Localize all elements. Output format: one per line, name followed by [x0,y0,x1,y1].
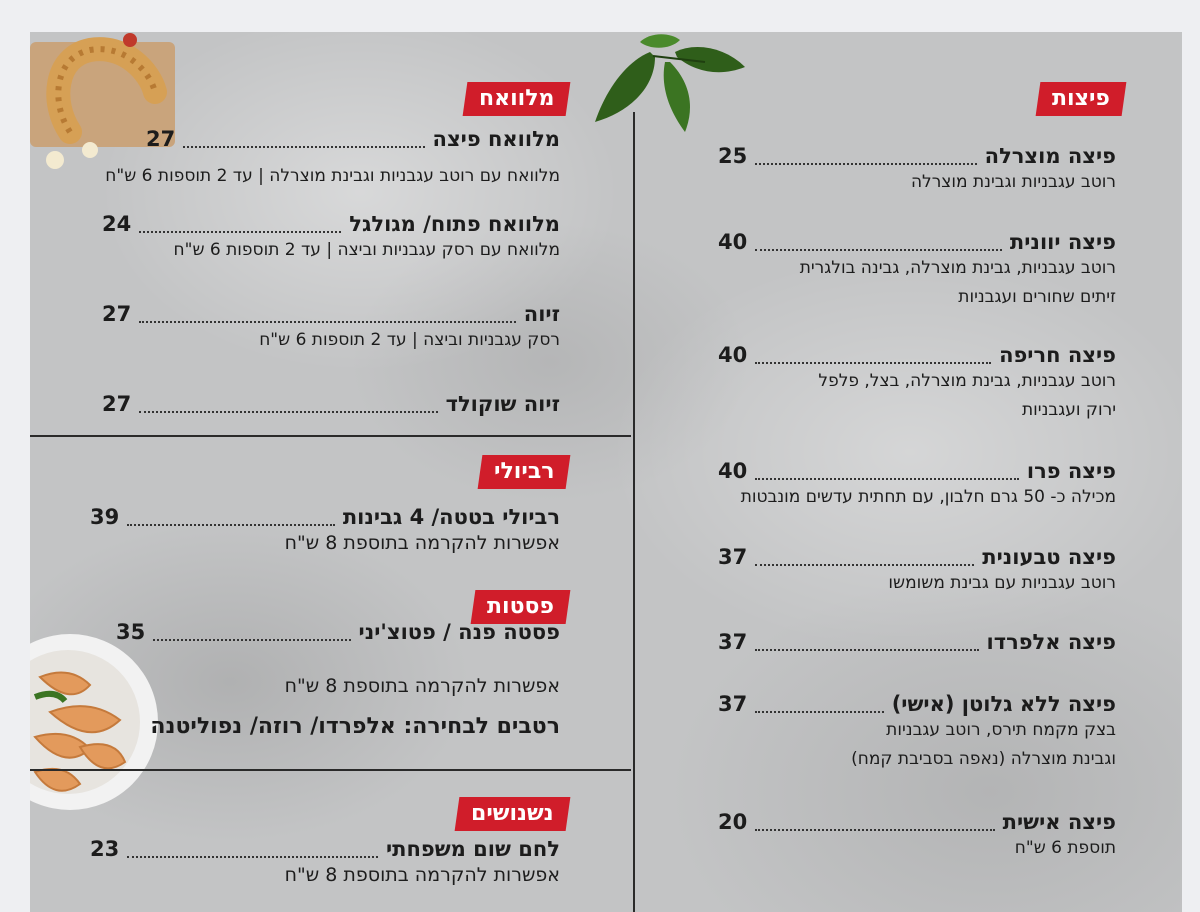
item-name: מלוואח פיצה [432,127,560,151]
item-description: רוטב עגבניות, גבינת מוצרלה, בצל, פלפל [818,371,1116,391]
item-name: זיוה שוקולד [445,392,560,416]
menu-sheet [30,32,1182,912]
item-name: לחם שום משפחתי [385,837,560,861]
item-name: פיצה אישית [1002,810,1116,834]
item-price: 35 [116,620,146,644]
item-description: מלוואח עם רסק עגבניות וביצה | עד 2 תוספות 6 ש"ח [173,240,560,260]
menu-item [718,343,1116,425]
item-name: פיצה פרו [1026,459,1116,483]
pasta-section-badge: פסטות [471,590,571,624]
item-price: 23 [90,837,120,861]
menu-item [718,692,1116,774]
menu-item [102,392,560,416]
item-name: פיצה יוונית [1009,230,1116,254]
item-note: אפשרות להקרמה בתוספת 8 ש"ח [284,532,560,554]
dot-leader [139,405,437,413]
malawach-section-badge: מלוואח [462,82,570,116]
dot-leader [755,558,974,566]
item-description: מלוואח עם רוטב עגבניות וגבינת מוצרלה | עד 2 תוספות 6 ש"ח [105,166,560,186]
menu-item [718,230,1116,312]
item-name: רביולי בטטה/ 4 גבינות [342,505,560,529]
menu-item [718,810,1116,863]
menu-item [718,545,1116,598]
dot-leader [139,225,341,233]
item-price: 40 [718,230,748,254]
dot-leader [755,705,883,713]
item-name: פיצה אלפרדו [986,630,1116,654]
item-price: 27 [146,127,176,151]
item-name: פיצה טבעונית [982,545,1116,569]
item-price: 37 [718,692,748,716]
item-note: אפשרות להקרמה בתוספת 8 ש"ח [284,675,560,697]
menu-item [718,144,1116,197]
column-divider [633,112,635,912]
item-description: וגבינת מוצרלה (נאפה בסביבת קמח) [851,749,1116,769]
item-price: 24 [102,212,132,236]
item-price: 40 [718,459,748,483]
item-description: תוספת 6 ש"ח [1014,838,1116,858]
item-description: זיתים שחורים ועגבניות [958,287,1116,307]
dot-leader [183,140,424,148]
item-price: 37 [718,630,748,654]
dot-leader [755,643,978,651]
menu-item [90,837,560,889]
ravioli-section-badge: רביולי [477,455,570,489]
item-price: 20 [718,810,748,834]
dot-leader [139,315,516,323]
item-name: מלוואח פתוח/ מגולגל [349,212,560,236]
dot-leader [127,850,378,858]
item-price: 40 [718,343,748,367]
item-description: מכילה כ- 50 גרם חלבון, עם תחתית עדשים מונבטות [740,487,1116,507]
menu-item [146,127,560,151]
menu-item [116,620,560,644]
sauce-options: רטבים לבחירה: אלפרדו/ רוזה/ נפוליטנה [150,714,560,739]
snacks-section-badge: נשנושים [455,797,570,831]
dot-leader [755,157,976,165]
dot-leader [755,472,1019,480]
pizzas-section-badge: פיצות [1036,82,1127,116]
item-name: זיוה [523,302,560,326]
item-name: פיצה מוצרלה [984,144,1116,168]
item-price: 37 [718,545,748,569]
item-description: רסק עגבניות וביצה | עד 2 תוספות 6 ש"ח [259,330,560,350]
item-description: רוטב עגבניות וגבינת מוצרלה [910,172,1116,192]
item-note: אפשרות להקרמה בתוספת 8 ש"ח [284,864,560,886]
item-description: ירוק ועגבניות [1021,400,1116,420]
dot-leader [755,823,994,831]
item-price: 27 [102,302,132,326]
menu-item [102,212,560,265]
dot-leader [127,518,335,526]
menu-item [700,459,1116,512]
item-name: פסטה פנה / פטוצ'יני [358,620,560,644]
menu-item [718,630,1116,654]
item-name: פיצה חריפה [999,343,1116,367]
pizza-column [718,32,1116,912]
item-price: 39 [90,505,120,529]
menu-item [90,505,560,557]
dot-leader [755,243,1002,251]
dot-leader [755,356,991,364]
item-price: 25 [718,144,748,168]
item-description: רוטב עגבניות, גבינת מוצרלה, גבינה בולגרית [799,258,1116,278]
malawach-column [90,32,560,912]
menu-item [102,302,560,355]
item-price: 27 [102,392,132,416]
item-description: רוטב עגבניות עם גבינת משומשו [888,573,1116,593]
item-name: פיצה ללא גלוטן (אישי) [891,692,1116,716]
dot-leader [153,633,350,641]
item-description: בצק מקמח תירס, רוטב עגבניות [886,720,1116,740]
